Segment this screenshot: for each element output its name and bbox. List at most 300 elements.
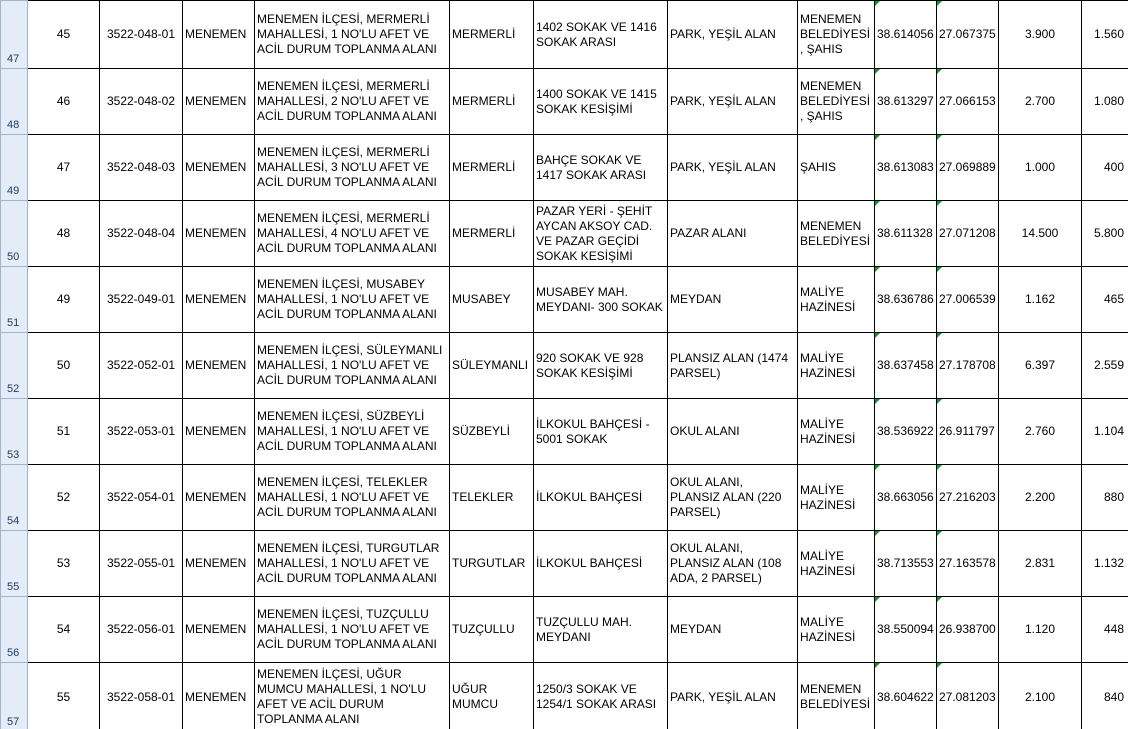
- table-row: [1, 531, 1128, 597]
- cell-longitude-text: 27.066153: [939, 94, 996, 108]
- cell-address-text: 1400 SOKAK VE 1415 SOKAK KESİŞİMİ: [536, 86, 657, 116]
- row-header-text: 57: [7, 716, 20, 728]
- cell-area-size[interactable]: [999, 69, 1082, 135]
- cell-owner-text: ŞAHIS: [800, 160, 837, 174]
- cell-district[interactable]: [183, 201, 255, 267]
- cell-address[interactable]: [534, 1, 668, 69]
- cell-area-size-text: 14.500: [1021, 226, 1059, 240]
- cell-no[interactable]: [28, 135, 100, 201]
- cell-neighborhood-text: MUSABEY: [452, 292, 511, 306]
- cell-longitude[interactable]: [937, 465, 999, 531]
- cell-no-text: 45: [56, 27, 71, 41]
- cell-latitude-text: 38.614056: [877, 27, 934, 41]
- row-header[interactable]: [1, 135, 28, 201]
- cell-area-type-text: MEYDAN: [670, 292, 722, 306]
- row-header-text: 48: [7, 119, 20, 131]
- cell-owner-text: MENEMEN BELEDİYESİ, ŞAHIS: [800, 79, 871, 123]
- cell-capacity[interactable]: [1082, 663, 1128, 729]
- row-header-text: 56: [7, 647, 20, 659]
- row-header[interactable]: [1, 1, 28, 69]
- cell-no[interactable]: [28, 1, 100, 69]
- cell-latitude-text: 38.637458: [877, 358, 934, 372]
- cell-capacity-text: 1.080: [1093, 94, 1124, 108]
- cell-owner-text: MALİYE HAZİNESİ: [800, 416, 856, 446]
- cell-address[interactable]: [534, 663, 668, 729]
- cell-capacity[interactable]: [1082, 333, 1128, 399]
- cell-latitude[interactable]: [875, 465, 937, 531]
- cell-area-type[interactable]: [668, 267, 798, 333]
- cell-neighborhood[interactable]: [450, 201, 534, 267]
- cell-area-type-text: PARK, YEŞİL ALAN: [670, 94, 776, 108]
- cell-district-text: MENEMEN: [185, 358, 247, 372]
- cell-longitude[interactable]: [937, 201, 999, 267]
- error-indicator-icon: [937, 597, 942, 602]
- cell-capacity[interactable]: [1082, 531, 1128, 597]
- cell-area-size-text: 1.120: [1024, 622, 1056, 636]
- cell-capacity[interactable]: [1082, 399, 1128, 465]
- cell-address[interactable]: [534, 135, 668, 201]
- cell-latitude-text: 38.536922: [877, 424, 934, 438]
- cell-no-text: 49: [56, 292, 71, 306]
- cell-no[interactable]: [28, 69, 100, 135]
- row-header[interactable]: [1, 69, 28, 135]
- cell-longitude-text: 27.216203: [939, 490, 996, 504]
- cell-capacity[interactable]: [1082, 201, 1128, 267]
- cell-address-text: BAHÇE SOKAK VE 1417 SOKAK ARASI: [536, 152, 647, 182]
- cell-district[interactable]: [183, 399, 255, 465]
- cell-address[interactable]: [534, 399, 668, 465]
- cell-longitude-text: 27.163578: [939, 556, 996, 570]
- cell-latitude-text: 38.663056: [877, 490, 934, 504]
- cell-address-text: PAZAR YERİ - ŞEHİT AYCAN AKSOY CAD. VE PAZAR GEÇİDİ SOKAK KESİŞİMİ: [536, 203, 653, 263]
- cell-longitude[interactable]: [937, 333, 999, 399]
- cell-no[interactable]: [28, 597, 100, 663]
- cell-longitude[interactable]: [937, 69, 999, 135]
- table-row: [1, 135, 1128, 201]
- cell-longitude-text: 27.006539: [939, 292, 996, 306]
- cell-no-text: 50: [56, 358, 71, 372]
- cell-longitude-text: 27.081203: [939, 689, 996, 704]
- cell-code-text: 3522-056-01: [106, 622, 176, 636]
- cell-area-type-text: PARK, YEŞİL ALAN: [670, 689, 776, 704]
- cell-neighborhood-text: MERMERLİ: [452, 94, 516, 108]
- row-header-text: 51: [7, 317, 20, 329]
- cell-owner[interactable]: [798, 333, 875, 399]
- cell-code[interactable]: [100, 1, 183, 69]
- cell-owner[interactable]: [798, 531, 875, 597]
- cell-area-size[interactable]: [999, 399, 1082, 465]
- cell-address-text: TUZÇULLU MAH. MEYDANI: [536, 614, 633, 644]
- cell-latitude-text: 38.613083: [877, 160, 934, 174]
- cell-no[interactable]: [28, 201, 100, 267]
- cell-no[interactable]: [28, 663, 100, 729]
- cell-owner-text: MALİYE HAZİNESİ: [800, 482, 856, 512]
- cell-area-type-text: MEYDAN: [670, 622, 722, 636]
- cell-no[interactable]: [28, 465, 100, 531]
- cell-area-name[interactable]: [255, 663, 450, 729]
- row-header-text: 53: [7, 449, 20, 461]
- cell-owner[interactable]: [798, 1, 875, 69]
- cell-capacity[interactable]: [1082, 69, 1128, 135]
- cell-area-type[interactable]: [668, 1, 798, 69]
- cell-longitude-text: 27.178708: [939, 358, 996, 372]
- cell-latitude[interactable]: [875, 399, 937, 465]
- cell-code[interactable]: [100, 465, 183, 531]
- cell-area-name[interactable]: [255, 267, 450, 333]
- cell-area-name-text: MENEMEN İLÇESİ, SÜLEYMANLI MAHALLESİ, 1 NO'LU AFET VE ACİL DURUM TOPLANMA ALANI: [257, 343, 443, 387]
- error-indicator-icon: [875, 135, 880, 140]
- cell-neighborhood-text: SÜLEYMANLI: [452, 358, 529, 372]
- cell-district-text: MENEMEN: [185, 226, 247, 240]
- cell-latitude[interactable]: [875, 597, 937, 663]
- cell-area-size-text: 6.397: [1024, 358, 1056, 372]
- cell-neighborhood[interactable]: [450, 267, 534, 333]
- cell-area-size[interactable]: [999, 663, 1082, 729]
- cell-longitude-text: 27.069889: [939, 160, 996, 174]
- cell-no-text: 51: [56, 424, 71, 438]
- error-indicator-icon: [875, 597, 880, 602]
- cell-area-name[interactable]: [255, 333, 450, 399]
- cell-district-text: MENEMEN: [185, 490, 247, 504]
- cell-district-text: MENEMEN: [185, 689, 247, 704]
- table-row: [1, 201, 1128, 267]
- cell-latitude-text: 38.636786: [877, 292, 934, 306]
- cell-owner-text: MALİYE HAZİNESİ: [800, 350, 856, 380]
- cell-district-text: MENEMEN: [185, 292, 247, 306]
- cell-no[interactable]: [28, 399, 100, 465]
- error-indicator-icon: [875, 465, 880, 470]
- cell-owner-text: MALİYE HAZİNESİ: [800, 284, 856, 314]
- cell-no-text: 53: [56, 556, 71, 570]
- cell-longitude[interactable]: [937, 135, 999, 201]
- cell-area-size[interactable]: [999, 201, 1082, 267]
- cell-area-name[interactable]: [255, 465, 450, 531]
- cell-no[interactable]: [28, 333, 100, 399]
- cell-area-name-text: MENEMEN İLÇESİ, TUZÇULLU MAHALLESİ, 1 NO'LU AFET VE ACİL DURUM TOPLANMA ALANI: [257, 607, 437, 651]
- cell-code[interactable]: [100, 267, 183, 333]
- cell-neighborhood-text: TURGUTLAR: [452, 556, 526, 570]
- cell-neighborhood-text: TUZÇULLU: [452, 622, 515, 636]
- cell-district[interactable]: [183, 597, 255, 663]
- cell-code[interactable]: [100, 135, 183, 201]
- cell-longitude-text: 26.938700: [939, 622, 996, 636]
- cell-area-type[interactable]: [668, 465, 798, 531]
- cell-neighborhood-text: MERMERLİ: [452, 226, 516, 240]
- cell-owner[interactable]: [798, 201, 875, 267]
- cell-area-type[interactable]: [668, 597, 798, 663]
- cell-area-type-text: PAZAR ALANI: [670, 226, 747, 240]
- cell-address[interactable]: [534, 69, 668, 135]
- cell-capacity-text: 448: [1103, 622, 1124, 636]
- cell-code-text: 3522-048-04: [106, 226, 176, 240]
- cell-area-size-text: 1.000: [1024, 160, 1056, 174]
- cell-area-type-text: PLANSIZ ALAN (1474 PARSEL): [670, 350, 789, 380]
- cell-latitude[interactable]: [875, 333, 937, 399]
- cell-district[interactable]: [183, 333, 255, 399]
- cell-owner[interactable]: [798, 663, 875, 729]
- cell-address-text: İLKOKUL BAHÇESİ: [536, 490, 643, 504]
- cell-no[interactable]: [28, 531, 100, 597]
- cell-area-name[interactable]: [255, 69, 450, 135]
- cell-area-type-text: PARK, YEŞİL ALAN: [670, 160, 776, 174]
- table-row: [1, 465, 1128, 531]
- error-indicator-icon: [937, 69, 942, 74]
- cell-district-text: MENEMEN: [185, 556, 247, 570]
- cell-district-text: MENEMEN: [185, 160, 247, 174]
- error-indicator-icon: [937, 663, 942, 668]
- error-indicator-icon: [875, 1, 880, 6]
- cell-area-name-text: MENEMEN İLÇESİ, MERMERLİ MAHALLESİ, 1 NO'LU AFET VE ACİL DURUM TOPLANMA ALANI: [257, 12, 437, 56]
- cell-district[interactable]: [183, 69, 255, 135]
- cell-address[interactable]: [534, 465, 668, 531]
- cell-area-name-text: MENEMEN İLÇESİ, MERMERLİ MAHALLESİ, 3 NO'LU AFET VE ACİL DURUM TOPLANMA ALANI: [257, 145, 437, 189]
- cell-district[interactable]: [183, 1, 255, 69]
- error-indicator-icon: [937, 201, 942, 206]
- cell-neighborhood[interactable]: [450, 465, 534, 531]
- cell-area-name-text: MENEMEN İLÇESİ, SÜZBEYLİ MAHALLESİ, 1 NO'LU AFET VE ACİL DURUM TOPLANMA ALANI: [257, 409, 437, 453]
- cell-area-size-text: 2.200: [1024, 490, 1056, 504]
- cell-address-text: 1402 SOKAK VE 1416 SOKAK ARASI: [536, 19, 657, 49]
- cell-address[interactable]: [534, 333, 668, 399]
- cell-code-text: 3522-049-01: [106, 292, 176, 306]
- cell-owner[interactable]: [798, 267, 875, 333]
- error-indicator-icon: [937, 267, 942, 272]
- cell-area-name[interactable]: [255, 201, 450, 267]
- cell-address[interactable]: [534, 267, 668, 333]
- cell-latitude[interactable]: [875, 531, 937, 597]
- cell-neighborhood[interactable]: [450, 135, 534, 201]
- cell-area-size-text: 1.162: [1024, 292, 1056, 306]
- cell-code-text: 3522-054-01: [106, 490, 176, 504]
- cell-area-name-text: MENEMEN İLÇESİ, MUSABEY MAHALLESİ, 1 NO'LU AFET VE ACİL DURUM TOPLANMA ALANI: [257, 277, 437, 321]
- cell-area-type-text: OKUL ALANI, PLANSIZ ALAN (220 PARSEL): [670, 475, 782, 519]
- cell-capacity-text: 1.560: [1093, 27, 1124, 41]
- cell-no-text: 54: [56, 622, 71, 636]
- cell-address-text: İLKOKUL BAHÇESİ: [536, 556, 643, 570]
- error-indicator-icon: [875, 201, 880, 206]
- cell-longitude[interactable]: [937, 1, 999, 69]
- cell-capacity-text: 1.132: [1093, 556, 1124, 570]
- cell-neighborhood[interactable]: [450, 597, 534, 663]
- cell-capacity[interactable]: [1082, 267, 1128, 333]
- cell-area-type[interactable]: [668, 399, 798, 465]
- cell-area-name[interactable]: [255, 135, 450, 201]
- cell-latitude[interactable]: [875, 69, 937, 135]
- cell-no-text: 47: [56, 160, 71, 174]
- cell-capacity-text: 400: [1103, 160, 1124, 174]
- cell-area-type-text: PARK, YEŞİL ALAN: [670, 27, 776, 41]
- cell-area-size[interactable]: [999, 531, 1082, 597]
- cell-code-text: 3522-053-01: [106, 424, 176, 438]
- cell-code-text: 3522-058-01: [106, 689, 176, 704]
- error-indicator-icon: [875, 399, 880, 404]
- row-header-text: 49: [7, 185, 20, 197]
- error-indicator-icon: [937, 531, 942, 536]
- row-header[interactable]: [1, 465, 28, 531]
- cell-area-size[interactable]: [999, 597, 1082, 663]
- cell-code-text: 3522-048-03: [106, 160, 176, 174]
- cell-code-text: 3522-052-01: [106, 358, 176, 372]
- cell-district[interactable]: [183, 135, 255, 201]
- cell-code[interactable]: [100, 333, 183, 399]
- cell-code[interactable]: [100, 201, 183, 267]
- cell-address-text: MUSABEY MAH. MEYDANI- 300 SOKAK: [536, 284, 663, 314]
- cell-neighborhood-text: UĞUR MUMCU: [452, 682, 498, 711]
- cell-area-size-text: 2.100: [1024, 689, 1056, 704]
- error-indicator-icon: [937, 399, 942, 404]
- row-header[interactable]: [1, 399, 28, 465]
- cell-latitude[interactable]: [875, 201, 937, 267]
- cell-area-name-text: MENEMEN İLÇESİ, UĞUR MUMCU MAHALLESİ, 1 NO'LU AFET VE ACİL DURUM TOPLANMA ALANI: [257, 667, 426, 726]
- cell-longitude-text: 27.071208: [939, 226, 996, 240]
- cell-code[interactable]: [100, 399, 183, 465]
- error-indicator-icon: [875, 267, 880, 272]
- cell-latitude[interactable]: [875, 663, 937, 729]
- cell-area-size[interactable]: [999, 333, 1082, 399]
- cell-code-text: 3522-048-01: [106, 27, 176, 41]
- cell-latitude[interactable]: [875, 1, 937, 69]
- cell-capacity-text: 880: [1103, 490, 1124, 504]
- cell-area-size-text: 2.700: [1024, 94, 1056, 108]
- cell-capacity-text: 5.800: [1093, 226, 1124, 240]
- cell-capacity-text: 465: [1103, 292, 1124, 306]
- cell-area-type[interactable]: [668, 531, 798, 597]
- cell-code[interactable]: [100, 597, 183, 663]
- cell-neighborhood[interactable]: [450, 333, 534, 399]
- cell-area-name[interactable]: [255, 1, 450, 69]
- cell-latitude-text: 38.713553: [877, 556, 934, 570]
- cell-neighborhood-text: TELEKLER: [452, 490, 514, 504]
- cell-neighborhood-text: MERMERLİ: [452, 27, 516, 41]
- cell-address[interactable]: [534, 531, 668, 597]
- cell-neighborhood-text: SÜZBEYLİ: [452, 424, 511, 438]
- cell-neighborhood-text: MERMERLİ: [452, 160, 516, 174]
- row-header[interactable]: [1, 597, 28, 663]
- cell-district[interactable]: [183, 531, 255, 597]
- cell-capacity-text: 2.559: [1093, 358, 1124, 372]
- cell-district[interactable]: [183, 465, 255, 531]
- cell-no-text: 52: [56, 490, 71, 504]
- cell-longitude[interactable]: [937, 399, 999, 465]
- cell-owner-text: MENEMEN BELEDİYESİ: [800, 682, 871, 711]
- cell-area-type[interactable]: [668, 663, 798, 729]
- cell-neighborhood[interactable]: [450, 1, 534, 69]
- error-indicator-icon: [937, 1, 942, 6]
- cell-latitude-text: 38.613297: [877, 94, 934, 108]
- cell-owner[interactable]: [798, 69, 875, 135]
- cell-capacity[interactable]: [1082, 1, 1128, 69]
- cell-area-size-text: 3.900: [1024, 27, 1056, 41]
- error-indicator-icon: [875, 531, 880, 536]
- cell-longitude-text: 26.911797: [939, 424, 995, 438]
- error-indicator-icon: [937, 465, 942, 470]
- cell-area-name[interactable]: [255, 531, 450, 597]
- row-header[interactable]: [1, 333, 28, 399]
- cell-no-text: 48: [56, 226, 71, 240]
- cell-longitude[interactable]: [937, 267, 999, 333]
- table-row: [1, 267, 1128, 333]
- cell-owner-text: MENEMEN BELEDİYESİ: [800, 218, 871, 248]
- cell-longitude[interactable]: [937, 597, 999, 663]
- cell-area-type[interactable]: [668, 333, 798, 399]
- cell-latitude[interactable]: [875, 135, 937, 201]
- cell-neighborhood[interactable]: [450, 531, 534, 597]
- table-row: [1, 663, 1128, 729]
- row-header[interactable]: [1, 531, 28, 597]
- cell-capacity[interactable]: [1082, 135, 1128, 201]
- row-header[interactable]: [1, 663, 28, 729]
- cell-code[interactable]: [100, 69, 183, 135]
- cell-owner[interactable]: [798, 465, 875, 531]
- cell-area-name-text: MENEMEN İLÇESİ, TELEKLER MAHALLESİ, 1 NO'LU AFET VE ACİL DURUM TOPLANMA ALANI: [257, 475, 437, 519]
- cell-area-name-text: MENEMEN İLÇESİ, MERMERLİ MAHALLESİ, 4 NO'LU AFET VE ACİL DURUM TOPLANMA ALANI: [257, 211, 437, 255]
- cell-latitude-text: 38.604622: [877, 689, 934, 704]
- cell-area-size[interactable]: [999, 1, 1082, 69]
- cell-area-size-text: 2.760: [1024, 424, 1056, 438]
- cell-latitude[interactable]: [875, 267, 937, 333]
- cell-longitude[interactable]: [937, 663, 999, 729]
- cell-district[interactable]: [183, 663, 255, 729]
- error-indicator-icon: [937, 135, 942, 140]
- cell-capacity[interactable]: [1082, 465, 1128, 531]
- cell-owner[interactable]: [798, 135, 875, 201]
- error-indicator-icon: [875, 69, 880, 74]
- error-indicator-icon: [875, 663, 880, 668]
- row-header-text: 55: [7, 581, 20, 593]
- cell-district[interactable]: [183, 267, 255, 333]
- cell-address-text: İLKOKUL BAHÇESİ - 5001 SOKAK: [536, 416, 650, 446]
- cell-code-text: 3522-055-01: [106, 556, 176, 570]
- cell-area-name[interactable]: [255, 597, 450, 663]
- cell-area-type[interactable]: [668, 135, 798, 201]
- cell-area-type-text: OKUL ALANI, PLANSIZ ALAN (108 ADA, 2 PARSEL): [670, 541, 782, 585]
- cell-district-text: MENEMEN: [185, 424, 247, 438]
- table-row: [1, 69, 1128, 135]
- cell-address[interactable]: [534, 201, 668, 267]
- cell-area-name[interactable]: [255, 399, 450, 465]
- cell-code[interactable]: [100, 663, 183, 729]
- error-indicator-icon: [937, 333, 942, 338]
- cell-longitude[interactable]: [937, 531, 999, 597]
- cell-area-name-text: MENEMEN İLÇESİ, TURGUTLAR MAHALLESİ, 1 NO'LU AFET VE ACİL DURUM TOPLANMA ALANI: [257, 541, 440, 585]
- cell-address[interactable]: [534, 597, 668, 663]
- cell-area-size[interactable]: [999, 465, 1082, 531]
- cell-code[interactable]: [100, 531, 183, 597]
- cell-area-size[interactable]: [999, 267, 1082, 333]
- row-header-text: 54: [7, 515, 20, 527]
- cell-area-type[interactable]: [668, 201, 798, 267]
- row-header[interactable]: [1, 201, 28, 267]
- cell-neighborhood[interactable]: [450, 663, 534, 729]
- table-row: [1, 597, 1128, 663]
- cell-neighborhood[interactable]: [450, 69, 534, 135]
- cell-neighborhood[interactable]: [450, 399, 534, 465]
- cell-owner[interactable]: [798, 399, 875, 465]
- cell-area-type-text: OKUL ALANI: [670, 424, 740, 438]
- cell-code-text: 3522-048-02: [106, 94, 176, 108]
- row-header[interactable]: [1, 267, 28, 333]
- cell-district-text: MENEMEN: [185, 27, 247, 41]
- row-header-text: 50: [7, 251, 20, 263]
- cell-area-size[interactable]: [999, 135, 1082, 201]
- cell-area-type[interactable]: [668, 69, 798, 135]
- table-row: [1, 399, 1128, 465]
- error-indicator-icon: [875, 333, 880, 338]
- cell-no[interactable]: [28, 267, 100, 333]
- cell-capacity[interactable]: [1082, 597, 1128, 663]
- cell-longitude-text: 27.067375: [939, 27, 996, 41]
- cell-owner[interactable]: [798, 597, 875, 663]
